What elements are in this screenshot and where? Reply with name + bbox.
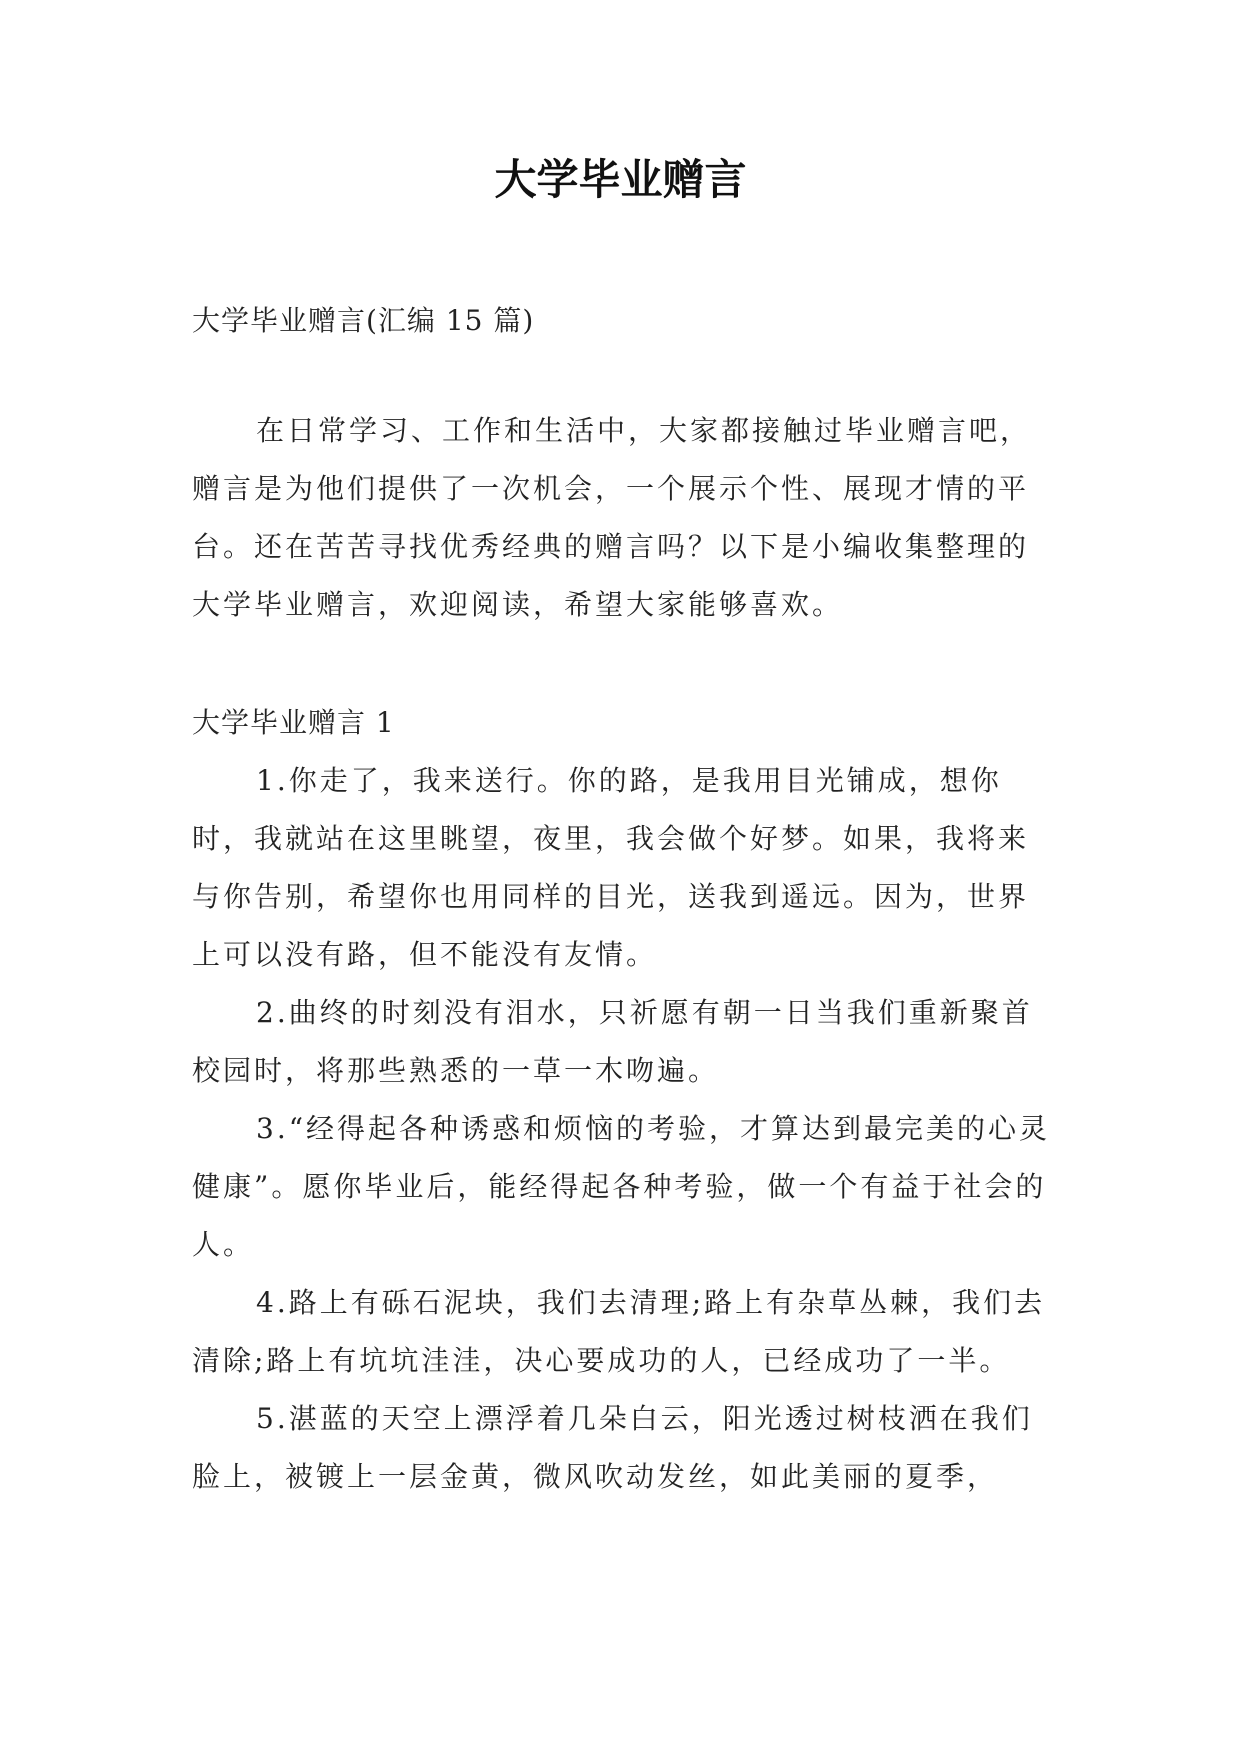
list-item: 2.曲终的时刻没有泪水，只祈愿有朝一日当我们重新聚首校园时，将那些熟悉的一草一木吻遍。 bbox=[192, 996, 1033, 1087]
intro-paragraph: 在日常学习、工作和生活中，大家都接触过毕业赠言吧，赠言是为他们提供了一次机会，一个展示个性、展现才情的平台。还在苦苦寻找优秀经典的赠言吗？以下是小编收集整理的大学毕业赠言，欢迎阅读，希望大家能够喜欢。 bbox=[192, 414, 1032, 621]
list-item: 1.你走了，我来送行。你的路，是我用目光铺成，想你时，我就站在这里眺望，夜里，我会做个好梦。如果，我将来与你告别，希望你也用同样的目光，送我到遥远。因为，世界上可以没有路，但不能没有友情。 bbox=[192, 764, 1030, 971]
list-item: 4.路上有砾石泥块，我们去清理;路上有杂草丛棘，我们去清除;路上有坑坑洼洼，决心要成功的人，已经成功了一半。 bbox=[192, 1286, 1046, 1377]
list-item: 5.湛蓝的天空上漂浮着几朵白云，阳光透过树枝洒在我们脸上，被镀上一层金黄，微风吹动发丝，如此美丽的夏季， bbox=[192, 1402, 1033, 1493]
section-heading: 大学毕业赠言 1 bbox=[192, 706, 395, 739]
list-item: 3.“经得起各种诱惑和烦恼的考验，才算达到最完美的心灵健康”。愿你毕业后，能经得起各种考验，做一个有益于社会的人。 bbox=[192, 1112, 1051, 1261]
document-title: 大学毕业赠言 bbox=[494, 155, 747, 204]
item-list bbox=[192, 752, 1056, 1506]
document-subtitle: 大学毕业赠言(汇编 15 篇) bbox=[192, 304, 535, 337]
